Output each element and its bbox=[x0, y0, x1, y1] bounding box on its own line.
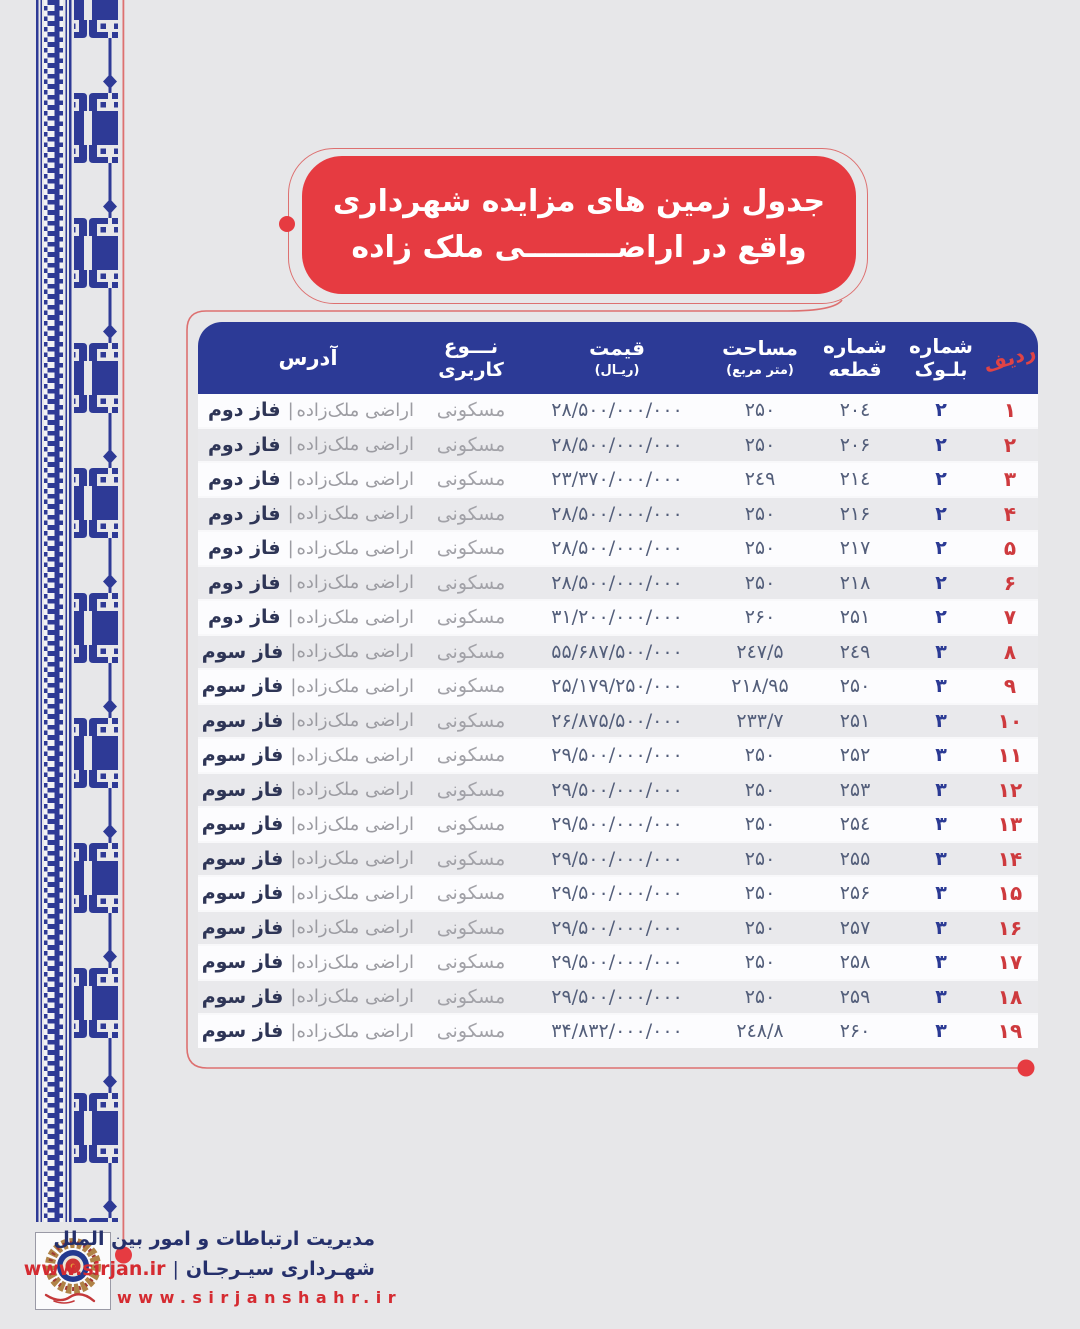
address-phase: فاز سوم bbox=[201, 778, 284, 801]
cell-usage-type: مسکونی bbox=[436, 433, 506, 456]
address-main: اراضی ملک‌زاده bbox=[296, 848, 414, 870]
cell-block-number: ۲ bbox=[935, 537, 947, 560]
address-separator: | bbox=[290, 744, 297, 766]
address-main: اراضی ملک‌زاده bbox=[296, 813, 414, 835]
cell-plot-number: ۲۱٤ bbox=[839, 468, 871, 491]
cell-usage-type: مسکونی bbox=[436, 847, 506, 870]
cell-plot-number: ۲۰٤ bbox=[839, 399, 871, 422]
cell-price: ۲۸/۵۰۰/۰۰۰/۰۰۰ bbox=[551, 537, 683, 560]
cell-usage-type: مسکونی bbox=[436, 985, 506, 1008]
cell-radif: ۱۰ bbox=[997, 708, 1023, 733]
cell-usage-type: مسکونی bbox=[436, 606, 506, 629]
cell-radif: ۱ bbox=[1003, 398, 1017, 423]
address-phase-group bbox=[202, 710, 297, 732]
address-main: اراضی ملک‌زاده bbox=[296, 882, 414, 904]
cell-plot-number: ۲۵٤ bbox=[839, 813, 871, 836]
address-phase: فاز سوم bbox=[201, 847, 284, 870]
cell-plot-number: ۲۱۸ bbox=[839, 571, 871, 594]
cell-area: ۲٤۹ bbox=[744, 468, 776, 491]
table-row bbox=[198, 806, 1038, 841]
address-main: اراضی ملک‌زاده bbox=[296, 986, 414, 1008]
address-phase: فاز دوم bbox=[208, 502, 281, 525]
cell-usage-type: مسکونی bbox=[436, 468, 506, 491]
cell-area: ۲۶۰ bbox=[744, 606, 776, 629]
footer-organization: شهـرداری سیـرجـان bbox=[185, 1258, 375, 1280]
cell-block-number: ۲ bbox=[935, 399, 947, 422]
cell-block-number: ۳ bbox=[935, 847, 947, 870]
cell-block-number: ۲ bbox=[935, 468, 947, 491]
address-separator: | bbox=[290, 986, 297, 1008]
table-header-row bbox=[198, 322, 1038, 394]
address-phase: فاز سوم bbox=[201, 675, 284, 698]
cell-price: ۲۹/۵۰۰/۰۰۰/۰۰۰ bbox=[551, 847, 683, 870]
address-phase-group bbox=[208, 434, 294, 456]
address-main: اراضی ملک‌زاده bbox=[296, 779, 414, 801]
address-main: اراضی ملک‌زاده bbox=[296, 1020, 414, 1042]
cell-radif: ۱۴ bbox=[997, 846, 1023, 871]
cell-block-number: ۲ bbox=[935, 606, 947, 629]
cell-usage-type: مسکونی bbox=[436, 640, 506, 663]
table-row bbox=[198, 841, 1038, 876]
cell-block-number: ۲ bbox=[935, 502, 947, 525]
address-main: اراضی ملک‌زاده bbox=[296, 917, 414, 939]
cell-block-number: ۳ bbox=[935, 985, 947, 1008]
cell-area: ۲۳۳/۷ bbox=[736, 709, 784, 732]
cell-block-number: ۳ bbox=[935, 813, 947, 836]
cell-area: ۲۵۰ bbox=[744, 847, 776, 870]
address-phase: فاز سوم bbox=[201, 1020, 284, 1043]
cell-plot-number: ۲۵۸ bbox=[839, 951, 871, 974]
cell-plot-number: ۲۶۰ bbox=[839, 1020, 871, 1043]
table-row bbox=[198, 530, 1038, 565]
cell-area: ۲۵۰ bbox=[744, 951, 776, 974]
page-title-line1: جدول زمین های مزایده شهرداری bbox=[332, 184, 826, 219]
cell-area: ۲۵۰ bbox=[744, 571, 776, 594]
address-phase: فاز سوم bbox=[201, 709, 284, 732]
cell-price: ۲۹/۵۰۰/۰۰۰/۰۰۰ bbox=[551, 744, 683, 767]
cell-address bbox=[198, 434, 418, 456]
cell-price: ۳۱/۲۰۰/۰۰۰/۰۰۰ bbox=[551, 606, 683, 629]
footer-separator: | bbox=[172, 1258, 179, 1280]
cell-block-number: ۳ bbox=[935, 640, 947, 663]
cell-address bbox=[198, 606, 418, 628]
address-phase-group bbox=[208, 468, 294, 490]
cell-block-number: ۳ bbox=[935, 882, 947, 905]
cell-price: ۲۹/۵۰۰/۰۰۰/۰۰۰ bbox=[551, 916, 683, 939]
cell-address bbox=[192, 779, 418, 801]
address-phase-group bbox=[202, 779, 297, 801]
table-rows bbox=[198, 394, 1038, 1048]
cell-plot-number: ۲٤۹ bbox=[839, 640, 871, 663]
table-outline-dot bbox=[1018, 1060, 1035, 1077]
address-separator: | bbox=[290, 675, 297, 697]
cell-usage-type: مسکونی bbox=[436, 399, 506, 422]
auction-table bbox=[198, 322, 1038, 1048]
address-phase: فاز سوم bbox=[201, 744, 284, 767]
address-main: اراضی ملک‌زاده bbox=[296, 503, 414, 525]
address-separator: | bbox=[287, 537, 294, 559]
cell-radif: ۱۱ bbox=[997, 743, 1023, 768]
address-phase: فاز سوم bbox=[201, 985, 284, 1008]
address-phase-group bbox=[208, 503, 294, 525]
cell-block-number: ۳ bbox=[935, 675, 947, 698]
cell-plot-number: ۲۱۷ bbox=[839, 537, 871, 560]
cell-plot-number: ۲۵۶ bbox=[839, 882, 871, 905]
cell-radif: ۳ bbox=[1003, 467, 1017, 492]
address-phase-group bbox=[208, 606, 294, 628]
address-phase: فاز دوم bbox=[208, 606, 281, 629]
cell-radif: ۲ bbox=[1003, 432, 1017, 457]
table-row bbox=[198, 565, 1038, 600]
header-price: قیمت (ریـال) bbox=[589, 336, 645, 379]
address-main: اراضی ملک‌زاده bbox=[296, 641, 414, 663]
table-row bbox=[198, 737, 1038, 772]
footer-org-line bbox=[23, 1254, 375, 1284]
table-row bbox=[198, 875, 1038, 910]
cell-area: ۲۵۰ bbox=[744, 744, 776, 767]
address-separator: | bbox=[287, 434, 294, 456]
cell-radif: ۱۷ bbox=[997, 950, 1023, 975]
address-phase-group bbox=[202, 744, 297, 766]
table-row bbox=[198, 461, 1038, 496]
cell-radif: ۱۸ bbox=[997, 984, 1023, 1009]
address-separator: | bbox=[290, 710, 297, 732]
address-phase: فاز دوم bbox=[208, 399, 281, 422]
cell-address bbox=[192, 710, 418, 732]
cell-price: ۲۸/۵۰۰/۰۰۰/۰۰۰ bbox=[551, 399, 683, 422]
header-plot-number: شماره قطعه bbox=[823, 333, 887, 381]
cell-price: ۲۶/۸۷۵/۵۰۰/۰۰۰ bbox=[551, 709, 683, 732]
cell-address bbox=[198, 537, 418, 559]
cell-usage-type: مسکونی bbox=[436, 1020, 506, 1043]
cell-plot-number: ۲۰۶ bbox=[839, 433, 871, 456]
cell-usage-type: مسکونی bbox=[436, 778, 506, 801]
cell-block-number: ۳ bbox=[935, 951, 947, 974]
address-separator: | bbox=[290, 882, 297, 904]
footer-url-primary: www.sirjan.ir bbox=[23, 1258, 166, 1280]
cell-radif: ۶ bbox=[1003, 570, 1017, 595]
address-phase: فاز دوم bbox=[208, 537, 281, 560]
address-phase-group bbox=[202, 882, 297, 904]
footer-department: مدیریت ارتباطات و امور بین الملل bbox=[53, 1228, 375, 1250]
table-row bbox=[198, 394, 1038, 427]
cell-area: ۲۵۰ bbox=[744, 882, 776, 905]
address-separator: | bbox=[287, 468, 294, 490]
address-phase-group bbox=[202, 641, 297, 663]
address-separator: | bbox=[287, 503, 294, 525]
cell-usage-type: مسکونی bbox=[436, 916, 506, 939]
address-separator: | bbox=[287, 572, 294, 594]
address-phase: فاز سوم bbox=[201, 951, 284, 974]
cell-address bbox=[192, 848, 418, 870]
table-row bbox=[198, 1013, 1038, 1048]
cell-radif: ۵ bbox=[1003, 536, 1017, 561]
cell-address bbox=[192, 641, 418, 663]
cell-radif: ۱۲ bbox=[997, 777, 1023, 802]
cell-block-number: ۳ bbox=[935, 778, 947, 801]
address-phase-group bbox=[202, 986, 297, 1008]
table-row bbox=[198, 634, 1038, 669]
cell-address bbox=[192, 986, 418, 1008]
cell-area: ۲۵۰ bbox=[744, 985, 776, 1008]
logo-signature bbox=[46, 1294, 94, 1301]
address-phase: فاز دوم bbox=[208, 468, 281, 491]
cell-usage-type: مسکونی bbox=[436, 502, 506, 525]
cell-price: ۲۳/۳۷۰/۰۰۰/۰۰۰ bbox=[551, 468, 683, 491]
address-phase-group bbox=[208, 572, 294, 594]
cell-price: ۵۵/۶۸۷/۵۰۰/۰۰۰ bbox=[551, 640, 683, 663]
cell-usage-type: مسکونی bbox=[436, 709, 506, 732]
cell-plot-number: ۲۵۵ bbox=[839, 847, 871, 870]
page-title-line2: واقع در اراضـــــــــی ملک زاده bbox=[351, 230, 807, 265]
address-separator: | bbox=[290, 779, 297, 801]
table-row bbox=[198, 496, 1038, 531]
cell-usage-type: مسکونی bbox=[436, 813, 506, 836]
cell-address bbox=[192, 951, 418, 973]
cell-radif: ۷ bbox=[1003, 605, 1017, 630]
address-phase-group bbox=[208, 537, 294, 559]
cell-price: ۲۹/۵۰۰/۰۰۰/۰۰۰ bbox=[551, 813, 683, 836]
cell-radif: ۱۹ bbox=[997, 1019, 1023, 1044]
address-separator: | bbox=[287, 399, 294, 421]
address-phase: فاز سوم bbox=[201, 916, 284, 939]
cell-area: ۲۵۰ bbox=[744, 502, 776, 525]
cell-plot-number: ۲۵۱ bbox=[839, 709, 871, 732]
header-radif: ردیف bbox=[980, 337, 1039, 378]
cell-block-number: ۳ bbox=[935, 744, 947, 767]
cell-area: ۲٤۸/۸ bbox=[736, 1020, 784, 1043]
address-main: اراضی ملک‌زاده bbox=[296, 675, 414, 697]
table-row bbox=[198, 599, 1038, 634]
address-separator: | bbox=[290, 917, 297, 939]
cell-address bbox=[198, 468, 418, 490]
cell-price: ۲۹/۵۰۰/۰۰۰/۰۰۰ bbox=[551, 985, 683, 1008]
cell-price: ۲۹/۵۰۰/۰۰۰/۰۰۰ bbox=[551, 882, 683, 905]
cell-plot-number: ۲۵۳ bbox=[839, 778, 871, 801]
cell-price: ۳۴/۸۳۲/۰۰۰/۰۰۰ bbox=[551, 1020, 683, 1043]
cell-block-number: ۲ bbox=[935, 433, 947, 456]
cell-address bbox=[192, 1020, 418, 1042]
address-separator: | bbox=[287, 606, 294, 628]
address-separator: | bbox=[290, 813, 297, 835]
header-area: مساحت (متر مربع) bbox=[722, 336, 798, 379]
cell-block-number: ۲ bbox=[935, 571, 947, 594]
address-phase-group bbox=[202, 917, 297, 939]
address-main: اراضی ملک‌زاده bbox=[296, 434, 414, 456]
cell-address bbox=[192, 917, 418, 939]
address-phase-group bbox=[202, 675, 297, 697]
table-row bbox=[198, 772, 1038, 807]
address-main: اراضی ملک‌زاده bbox=[296, 710, 414, 732]
address-phase-group bbox=[202, 1020, 297, 1042]
table-row bbox=[198, 427, 1038, 462]
cell-address bbox=[198, 503, 418, 525]
address-main: اراضی ملک‌زاده bbox=[296, 572, 414, 594]
address-main: اراضی ملک‌زاده bbox=[296, 537, 414, 559]
cell-area: ۲۵۰ bbox=[744, 778, 776, 801]
cell-price: ۲۹/۵۰۰/۰۰۰/۰۰۰ bbox=[551, 778, 683, 801]
address-separator: | bbox=[290, 951, 297, 973]
cell-area: ۲٤۷/۵ bbox=[736, 640, 784, 663]
address-main: اراضی ملک‌زاده bbox=[296, 399, 414, 421]
cell-price: ۲۹/۵۰۰/۰۰۰/۰۰۰ bbox=[551, 951, 683, 974]
cell-radif: ۱۶ bbox=[997, 915, 1023, 940]
address-phase-group bbox=[202, 848, 297, 870]
header-address: آدرس bbox=[278, 345, 338, 370]
cell-usage-type: مسکونی bbox=[436, 675, 506, 698]
address-main: اراضی ملک‌زاده bbox=[296, 951, 414, 973]
address-main: اراضی ملک‌زاده bbox=[296, 468, 414, 490]
address-phase: فاز دوم bbox=[208, 433, 281, 456]
cell-usage-type: مسکونی bbox=[436, 951, 506, 974]
cell-usage-type: مسکونی bbox=[436, 744, 506, 767]
cell-radif: ۹ bbox=[1003, 674, 1017, 699]
address-phase-group bbox=[202, 951, 297, 973]
table-row bbox=[198, 979, 1038, 1014]
cell-block-number: ۳ bbox=[935, 916, 947, 939]
cell-price: ۲۸/۵۰۰/۰۰۰/۰۰۰ bbox=[551, 433, 683, 456]
address-main: اراضی ملک‌زاده bbox=[296, 606, 414, 628]
cell-area: ۲۵۰ bbox=[744, 916, 776, 939]
table-row bbox=[198, 944, 1038, 979]
header-usage-type: نـــوع کاربری bbox=[438, 333, 504, 381]
cell-usage-type: مسکونی bbox=[436, 537, 506, 560]
cell-block-number: ۳ bbox=[935, 1020, 947, 1043]
cell-address bbox=[198, 572, 418, 594]
cell-radif: ۱۵ bbox=[997, 881, 1023, 906]
cell-price: ۲۵/۱۷۹/۲۵۰/۰۰۰ bbox=[551, 675, 683, 698]
cell-plot-number: ۲۵۰ bbox=[839, 675, 871, 698]
address-phase-group bbox=[202, 813, 297, 835]
footer bbox=[23, 1224, 403, 1307]
address-phase: فاز سوم bbox=[201, 882, 284, 905]
cell-usage-type: مسکونی bbox=[436, 571, 506, 594]
address-phase-group bbox=[208, 399, 294, 421]
header-block-number: شماره بلـوک bbox=[909, 333, 973, 381]
address-main: اراضی ملک‌زاده bbox=[296, 744, 414, 766]
cell-area: ۲۱۸/۹۵ bbox=[731, 675, 789, 698]
cell-plot-number: ۲۵۲ bbox=[839, 744, 871, 767]
address-separator: | bbox=[290, 641, 297, 663]
cell-area: ۲۵۰ bbox=[744, 537, 776, 560]
cell-price: ۲۸/۵۰۰/۰۰۰/۰۰۰ bbox=[551, 502, 683, 525]
cell-usage-type: مسکونی bbox=[436, 882, 506, 905]
cell-area: ۲۵۰ bbox=[744, 813, 776, 836]
cell-block-number: ۳ bbox=[935, 709, 947, 732]
cell-area: ۲۵۰ bbox=[744, 433, 776, 456]
address-separator: | bbox=[290, 848, 297, 870]
cell-plot-number: ۲۵۱ bbox=[839, 606, 871, 629]
address-phase: فاز سوم bbox=[201, 640, 284, 663]
cell-address bbox=[192, 813, 418, 835]
table-row bbox=[198, 703, 1038, 738]
cell-address bbox=[192, 882, 418, 904]
cell-address bbox=[192, 744, 418, 766]
address-phase: فاز سوم bbox=[201, 813, 284, 836]
table-row bbox=[198, 910, 1038, 945]
cell-plot-number: ۲۱۶ bbox=[839, 502, 871, 525]
cell-radif: ۱۳ bbox=[997, 812, 1023, 837]
cell-plot-number: ۲۵۹ bbox=[839, 985, 871, 1008]
cell-area: ۲۵۰ bbox=[744, 399, 776, 422]
cell-radif: ۴ bbox=[1003, 501, 1017, 526]
cell-plot-number: ۲۵۷ bbox=[839, 916, 871, 939]
cell-price: ۲۸/۵۰۰/۰۰۰/۰۰۰ bbox=[551, 571, 683, 594]
address-phase: فاز دوم bbox=[208, 571, 281, 594]
cell-address bbox=[198, 399, 418, 421]
cell-radif: ۸ bbox=[1003, 639, 1017, 664]
footer-url-secondary: www.sirjanshahr.ir bbox=[117, 1288, 403, 1307]
table-row bbox=[198, 668, 1038, 703]
address-separator: | bbox=[290, 1020, 297, 1042]
cell-address bbox=[192, 675, 418, 697]
